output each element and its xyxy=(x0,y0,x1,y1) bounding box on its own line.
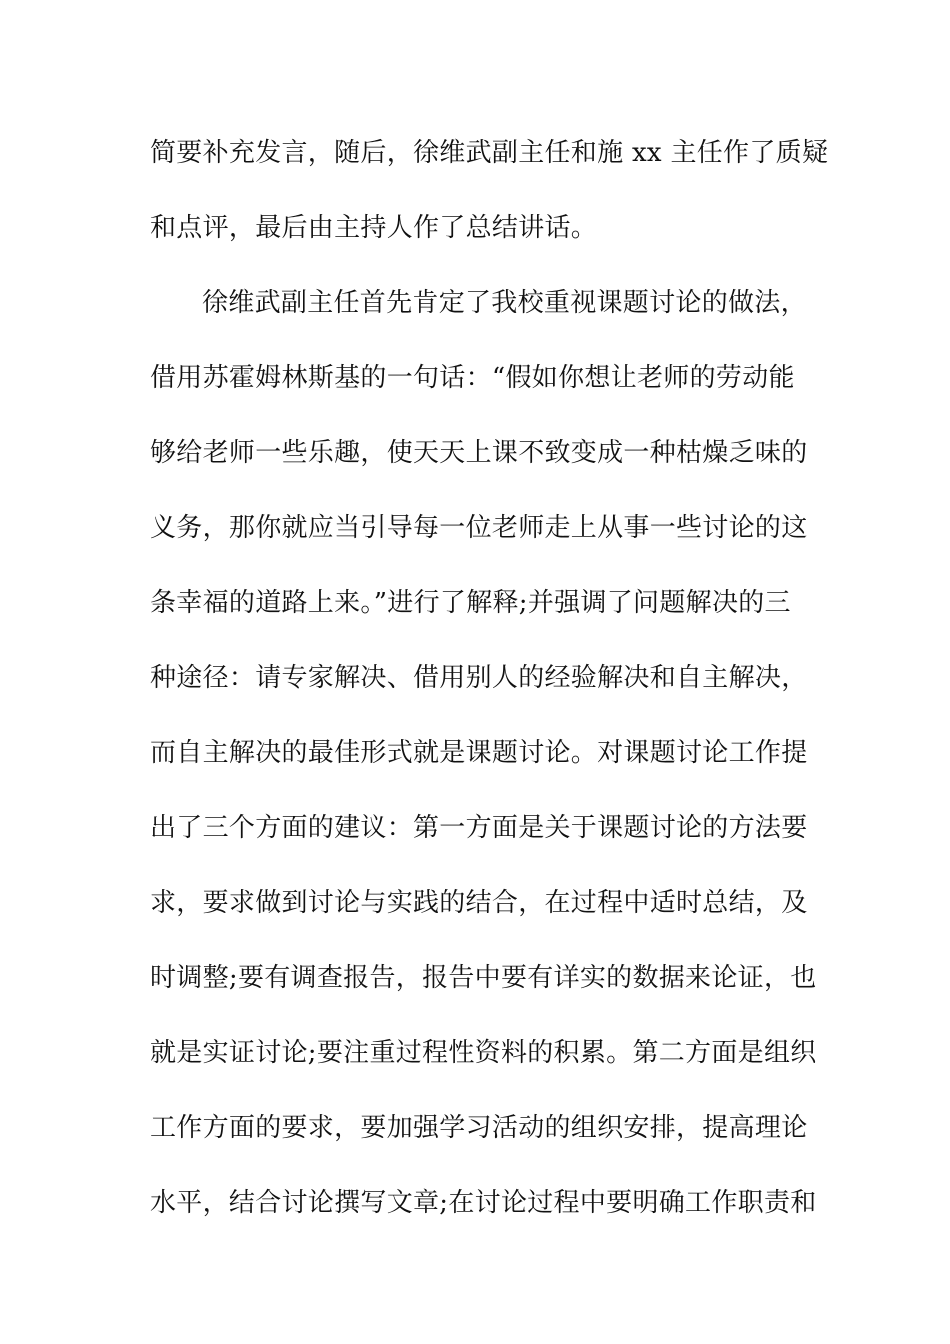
text-line: 而自主解决的最佳形式就是课题讨论。对课题讨论工作提 xyxy=(150,738,808,768)
text-line: 借用苏霍姆林斯基的一句话：“假如你想让老师的劳动能 xyxy=(150,363,795,393)
text-line: 水平，结合讨论撰写文章;在讨论过程中要明确工作职责和 xyxy=(150,1188,817,1218)
text-line: 简要补充发言，随后，徐维武副主任和施 xx 主任作了质疑 xyxy=(150,138,829,168)
text-line: 工作方面的要求，要加强学习活动的组织安排，提高理论 xyxy=(150,1113,808,1143)
paragraph-first-line: 徐维武副主任首先肯定了我校重视课题讨论的做法， xyxy=(202,288,807,318)
text-line: 种途径：请专家解决、借用别人的经验解决和自主解决， xyxy=(150,663,808,693)
text-line: 就是实证讨论;要注重过程性资料的积累。第二方面是组织 xyxy=(150,1038,817,1068)
text-line: 出了三个方面的建议：第一方面是关于课题讨论的方法要 xyxy=(150,813,808,843)
text-line: 和点评，最后由主持人作了总结讲话。 xyxy=(150,213,598,243)
text-line: 时调整;要有调查报告，报告中要有详实的数据来论证，也 xyxy=(150,963,817,993)
text-line: 条幸福的道路上来。”进行了解释;并强调了问题解决的三 xyxy=(150,588,791,618)
text-line: 够给老师一些乐趣，使天天上课不致变成一种枯燥乏味的 xyxy=(150,438,808,468)
text-line: 求，要求做到讨论与实践的结合，在过程中适时总结，及 xyxy=(150,888,808,918)
text-line: 义务，那你就应当引导每一位老师走上从事一些讨论的这 xyxy=(150,513,808,543)
